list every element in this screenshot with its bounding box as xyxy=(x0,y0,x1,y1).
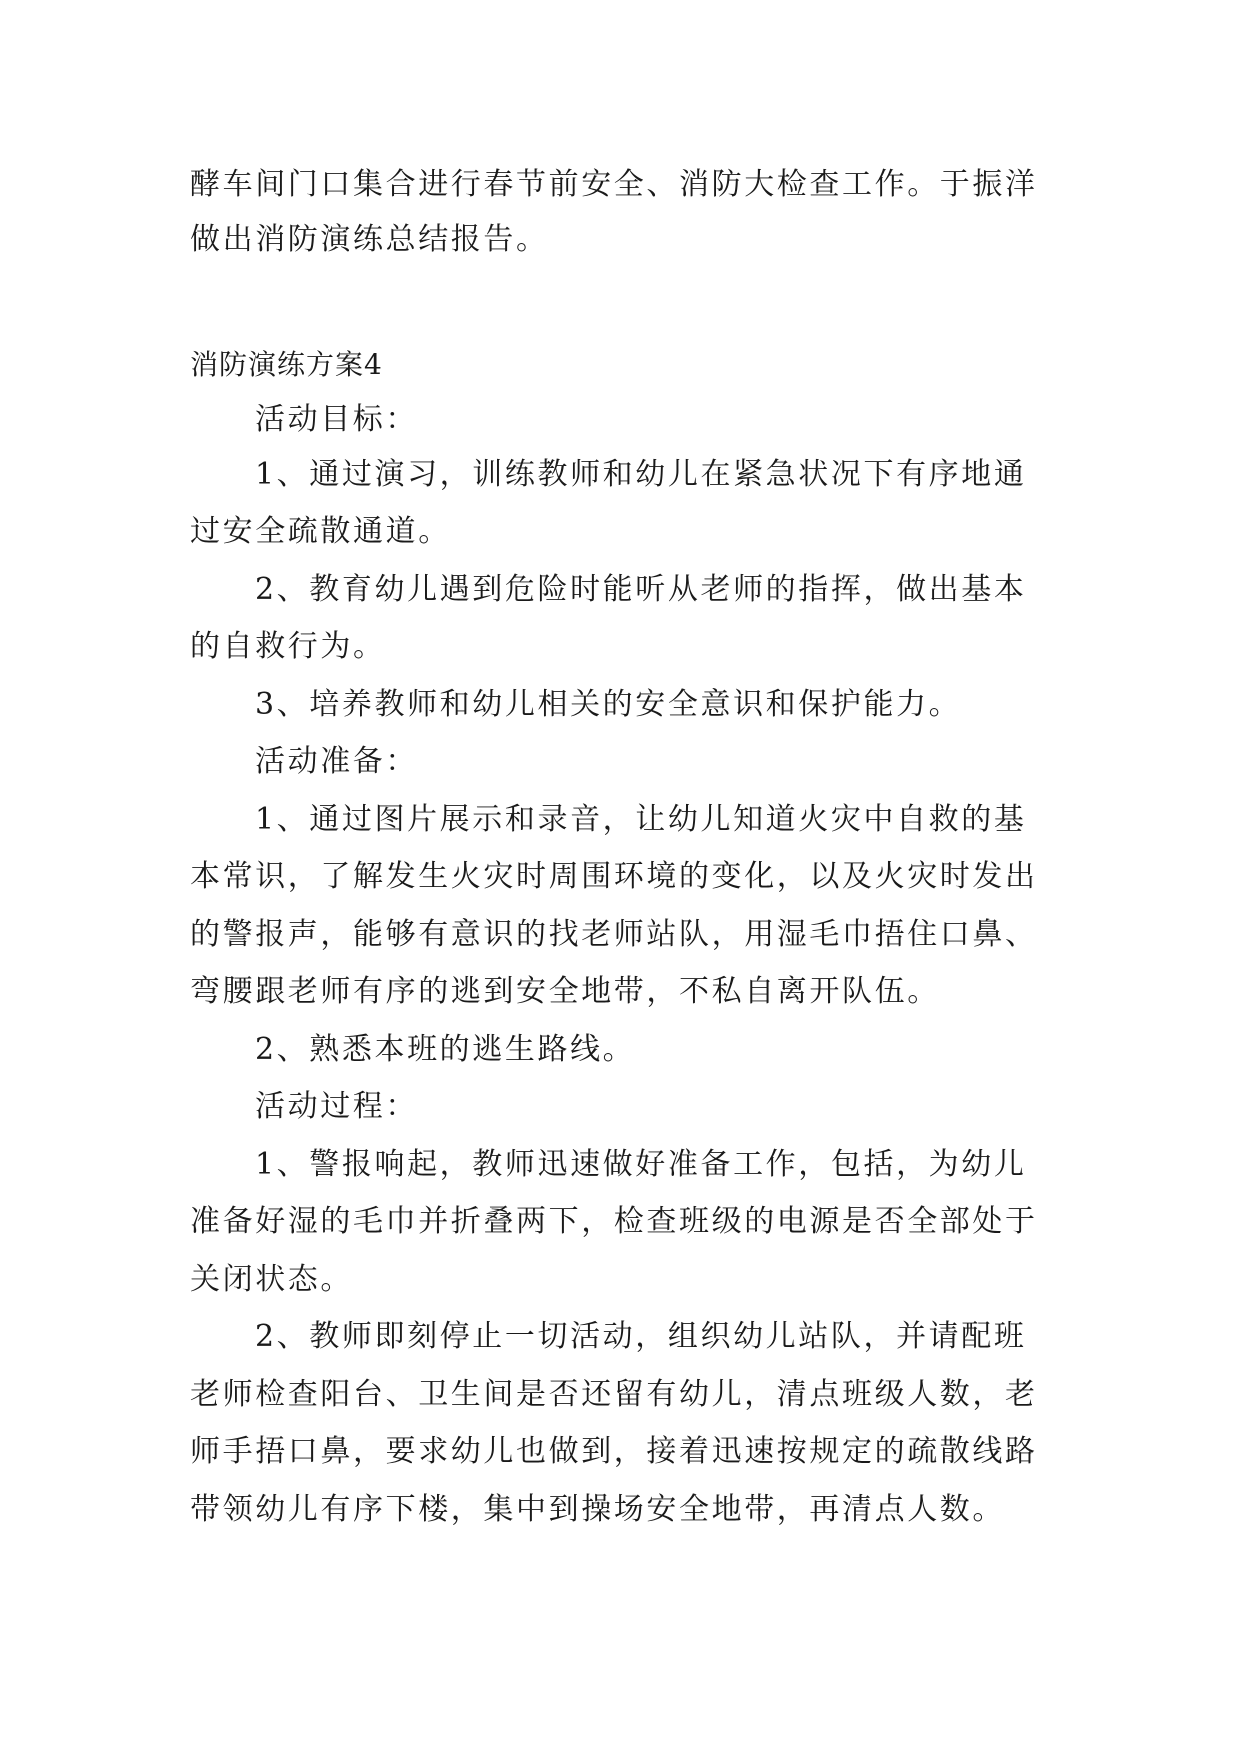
subheading: 活动目标： xyxy=(255,402,418,437)
paragraph-line: 酵车间门口集合进行春节前安全、消防大检查工作。于振洋 xyxy=(190,167,1038,202)
paragraph-line: 准备好湿的毛巾并折叠两下，检查班级的电源是否全部处于 xyxy=(190,1204,1038,1239)
paragraph-line: 老师检查阳台、卫生间是否还留有幼儿，清点班级人数，老 xyxy=(190,1377,1038,1412)
paragraph-line: 师手捂口鼻，要求幼儿也做到，接着迅速按规定的疏散线路 xyxy=(190,1434,1038,1469)
paragraph-line: 带领幼儿有序下楼，集中到操场安全地带，再清点人数。 xyxy=(190,1492,1005,1527)
paragraph-line: 过安全疏散通道。 xyxy=(190,514,451,549)
paragraph-line: 的自救行为。 xyxy=(190,629,386,664)
paragraph-line: 1、通过演习，训练教师和幼儿在紧急状况下有序地通 xyxy=(255,457,1027,492)
section-heading: 消防演练方案4 xyxy=(190,348,383,381)
paragraph-line: 本常识，了解发生火灾时周围环境的变化，以及火灾时发出 xyxy=(190,859,1038,894)
paragraph-line: 的警报声，能够有意识的找老师站队，用湿毛巾捂住口鼻、 xyxy=(190,917,1038,952)
subheading: 活动过程： xyxy=(255,1089,418,1124)
paragraph-line: 弯腰跟老师有序的逃到安全地带，不私自离开队伍。 xyxy=(190,974,940,1009)
paragraph-line: 关闭状态。 xyxy=(190,1262,353,1297)
subheading: 活动准备： xyxy=(255,744,418,779)
paragraph-line: 1、通过图片展示和录音，让幼儿知道火灾中自救的基 xyxy=(255,802,1027,837)
paragraph-line: 2、熟悉本班的逃生路线。 xyxy=(255,1032,636,1067)
paragraph-line: 2、教师即刻停止一切活动，组织幼儿站队，并请配班 xyxy=(255,1319,1027,1354)
paragraph-line: 2、教育幼儿遇到危险时能听从老师的指挥，做出基本 xyxy=(255,572,1027,607)
paragraph-line: 做出消防演练总结报告。 xyxy=(190,222,549,257)
paragraph-line: 3、培养教师和幼儿相关的安全意识和保护能力。 xyxy=(255,687,962,722)
paragraph-line: 1、警报响起，教师迅速做好准备工作，包括，为幼儿 xyxy=(255,1147,1027,1182)
